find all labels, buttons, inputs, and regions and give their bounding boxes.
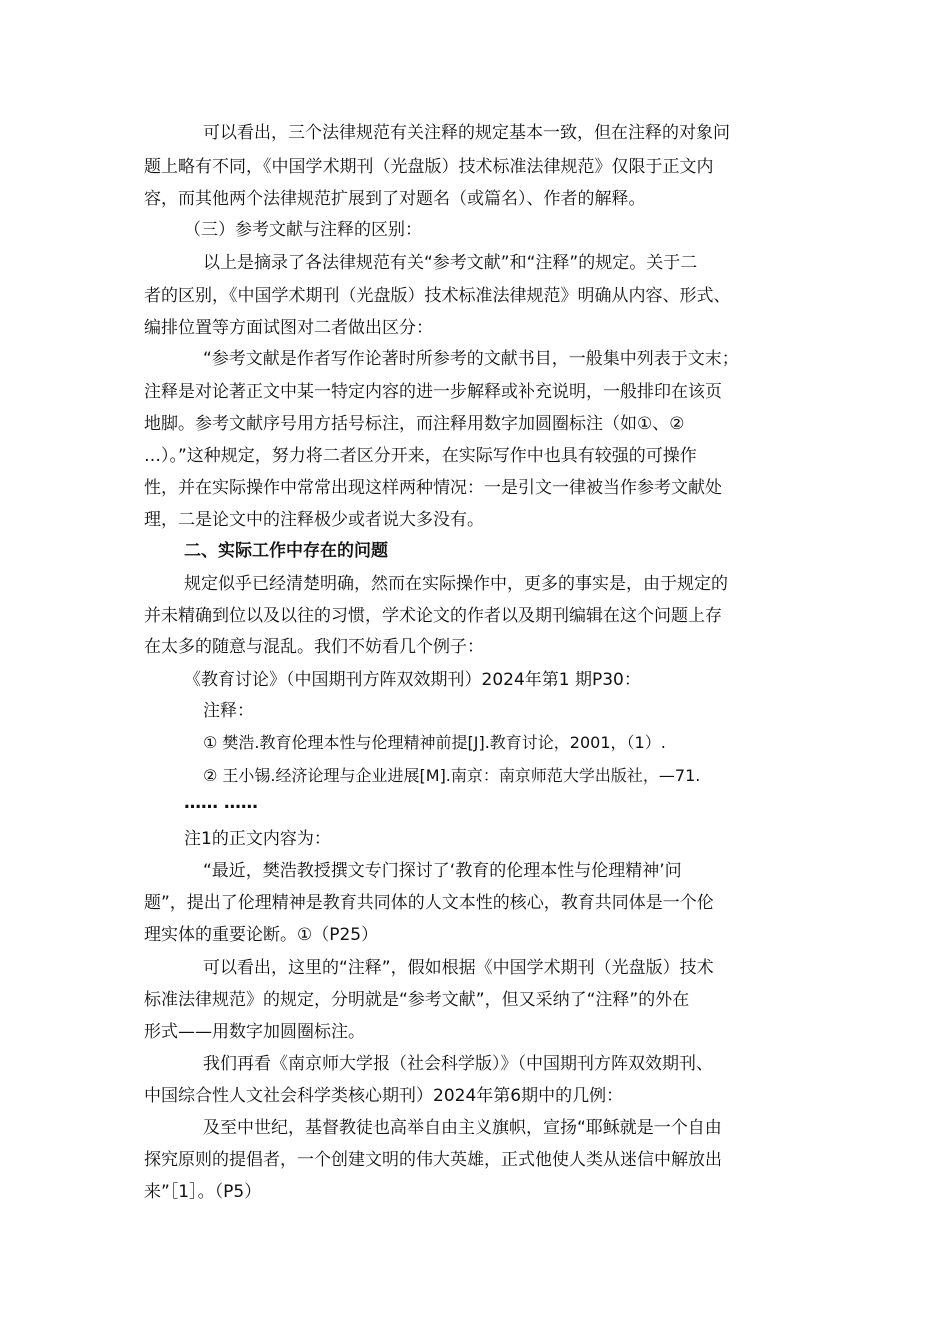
quote-line: 地脚。参考文献序号用方括号标注，而注释用数字加圆圈标注（如①、② bbox=[144, 414, 685, 434]
quote-line: “参考文献是作者写作论著时所参考的文献书目，一般集中列表于文末； bbox=[203, 349, 739, 369]
text-line: 中国综合性人文社会科学类核心期刊）2024年第6期中的几例： bbox=[144, 1086, 624, 1106]
text-line: 及至中世纪，基督教徒也高举自由主义旗帜，宣扬“耶稣就是一个自由 bbox=[203, 1118, 722, 1138]
text-line: 注1的正文内容为： bbox=[184, 829, 331, 849]
example-source: 《教育讨论》（中国期刊方阵双效期刊）2024年第1 期P30： bbox=[184, 670, 641, 690]
text-line: 以上是摘录了各法律规范有关“参考文献”和“注释”的规定。关于二 bbox=[203, 253, 698, 273]
text-line: 理，二是论文中的注释极少或者说大多没有。 bbox=[144, 510, 484, 530]
quote-line: 题”，提出了伦理精神是教育共同体的人文本性的核心，教育共同体是一个伦 bbox=[144, 893, 714, 913]
quote-line: 理实体的重要论断。①（P25） bbox=[144, 925, 379, 945]
text-line: …）。”这种规定，努力将二者区分开来，在实际写作中也具有较强的可操作 bbox=[144, 446, 697, 466]
text-line: 探究原则的提倡者，一个创建文明的伟大英雄，正式他使人类从迷信中解放出 bbox=[144, 1150, 722, 1170]
text-line: 来”［1］。（P5） bbox=[144, 1182, 262, 1202]
quote-line: “最近，樊浩教授撰文专门探讨了‘教育的伦理本性与伦理精神’问 bbox=[203, 861, 682, 881]
notes-label: 注释： bbox=[203, 701, 254, 721]
text-line: 编排位置等方面试图对二者做出区分： bbox=[144, 318, 433, 338]
text-line: 形式——用数字加圆圈标注。 bbox=[144, 1022, 365, 1042]
note-item: ① 樊浩.教育伦理本性与伦理精神前提[J].教育讨论，2001，（1）. bbox=[203, 733, 666, 752]
text-line: 性，并在实际操作中常常出现这样两种情况：一是引文一律被当作参考文献处 bbox=[144, 478, 722, 498]
note-item: ② 王小锡.经济论理与企业进展[M].南京：南京师范大学出版社，—71. bbox=[203, 766, 701, 785]
text-line: 可以看出，这里的“注释”，假如根据《中国学术期刊（光盘版）技术 bbox=[203, 958, 714, 978]
text-line: 在太多的随意与混乱。我们不妨看几个例子： bbox=[144, 637, 484, 657]
text-line: 并未精确到位以及以往的习惯，学术论文的作者以及期刊编辑在这个问题上存 bbox=[144, 606, 722, 626]
text-line: 规定似乎已经清楚明确，然而在实际操作中，更多的事实是，由于规定的 bbox=[184, 574, 728, 594]
subsection-heading: （三）参考文献与注释的区别： bbox=[184, 220, 422, 240]
text-line: 我们再看《南京师大学报（社会科学版）》（中国期刊方阵双效期刊、 bbox=[203, 1054, 713, 1074]
quote-line: 注释是对论著正文中某一特定内容的进一步解释或补充说明，一般排印在该页 bbox=[144, 382, 722, 402]
text-line: 标准法律规范》的规定，分明就是“参考文献”，但又采纳了“注释”的外在 bbox=[144, 990, 690, 1010]
ellipsis-line: …… …… bbox=[184, 793, 258, 813]
section-heading: 二、实际工作中存在的问题 bbox=[184, 541, 388, 561]
text-line: 者的区别，《中国学术期刊（光盘版）技术标准法律规范》明确从内容、形式、 bbox=[144, 286, 731, 306]
text-line: 可以看出，三个法律规范有关注释的规定基本一致，但在注释的对象问 bbox=[203, 123, 730, 143]
text-line: 题上略有不同，《中国学术期刊（光盘版）技术标准法律规范》仅限于正文内 bbox=[144, 157, 714, 177]
text-line: 容，而其他两个法律规范扩展到了对题名（或篇名）、作者的解释。 bbox=[144, 189, 646, 209]
